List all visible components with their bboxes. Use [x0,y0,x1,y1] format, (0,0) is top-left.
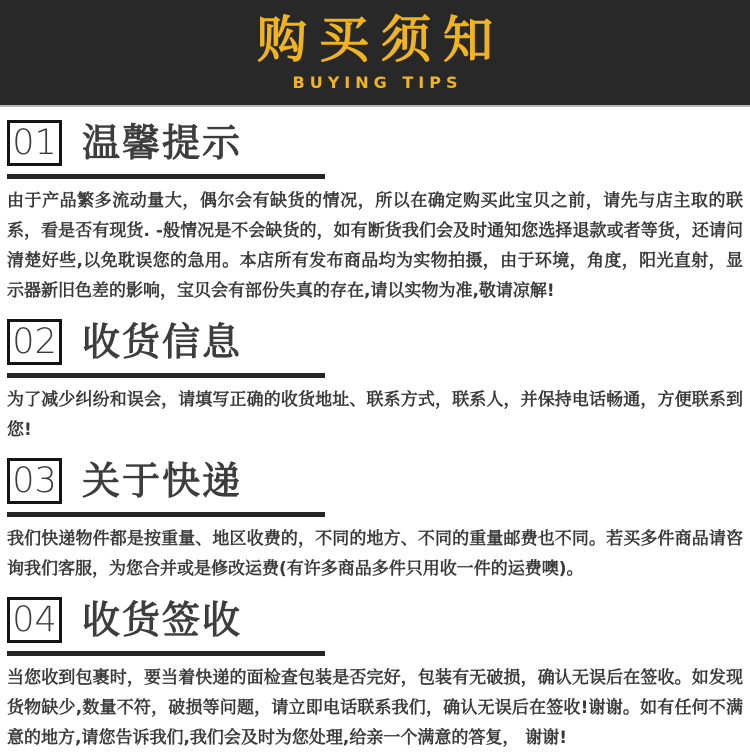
section-heading: 温馨提示 [82,121,243,165]
section-warm-tips [7,120,743,306]
section-number: 02 [12,321,57,362]
section-body-text: 为了减少纠纷和误会，请填写正确的收货地址、联系方式，联系人，并保持电话畅通，方便联系到您! [7,390,743,440]
section-underline [7,651,325,656]
section-header [7,120,743,166]
section-underline [7,373,325,378]
section-underline [7,512,325,517]
section-body-text: 我们快递物件都是按重量、地区收费的，不同的地方、不同的重量邮费也不同。若买多件商品请咨询我们客服，为您合并或是修改运费(有许多商品多件只用收一件的运费噢)。 [7,529,743,579]
section-header [7,319,743,365]
section-heading: 关于快递 [82,459,243,503]
section-body-text: 当您收到包裹时，要当着快递的面检查包装是否完好，包装有无破损，确认无误后在签收。如发现货物缺少,数量不符，破损等问题，请立即电话联系我们，确认无误后在签收!谢谢。如有任何不满意的地方,请您告诉我们,我们会及时为您处理,给亲一个满意的答复， 谢谢! [7,668,743,748]
section-number-box [7,319,62,365]
section-number: 01 [12,122,57,163]
section-number-box [7,120,62,166]
section-number-box [7,458,62,504]
section-heading: 收货签收 [82,598,243,642]
section-underline [7,174,325,179]
tips-content [0,120,750,753]
section-number: 03 [12,460,57,501]
section-about-express [7,458,743,584]
banner-subtitle: BUYING TIPS [292,73,463,92]
section-delivery-info [7,319,743,445]
buying-tips-banner [0,0,750,107]
section-number: 04 [12,599,57,640]
banner-title: 购买须知 [257,11,505,69]
section-number-box [7,597,62,643]
section-body-text: 由于产品繁多流动量大，偶尔会有缺货的情况，所以在确定购买此宝贝之前，请先与店主取的联系，看是否有现货. -般情况是不会缺货的，如有断货我们会及时通知您选择退款或者等货，还请问清楚好些,以免耽误您的急用。本店所有发布商品均为实物拍摄，由于环境，角度，阳光直射，显示器新旧色差的影响，宝贝会有部份失真的存在,请以实物为准,敬请凉解! [7,191,743,301]
section-header [7,597,743,643]
section-header [7,458,743,504]
section-heading: 收货信息 [82,320,243,364]
section-receipt-signing [7,597,743,753]
